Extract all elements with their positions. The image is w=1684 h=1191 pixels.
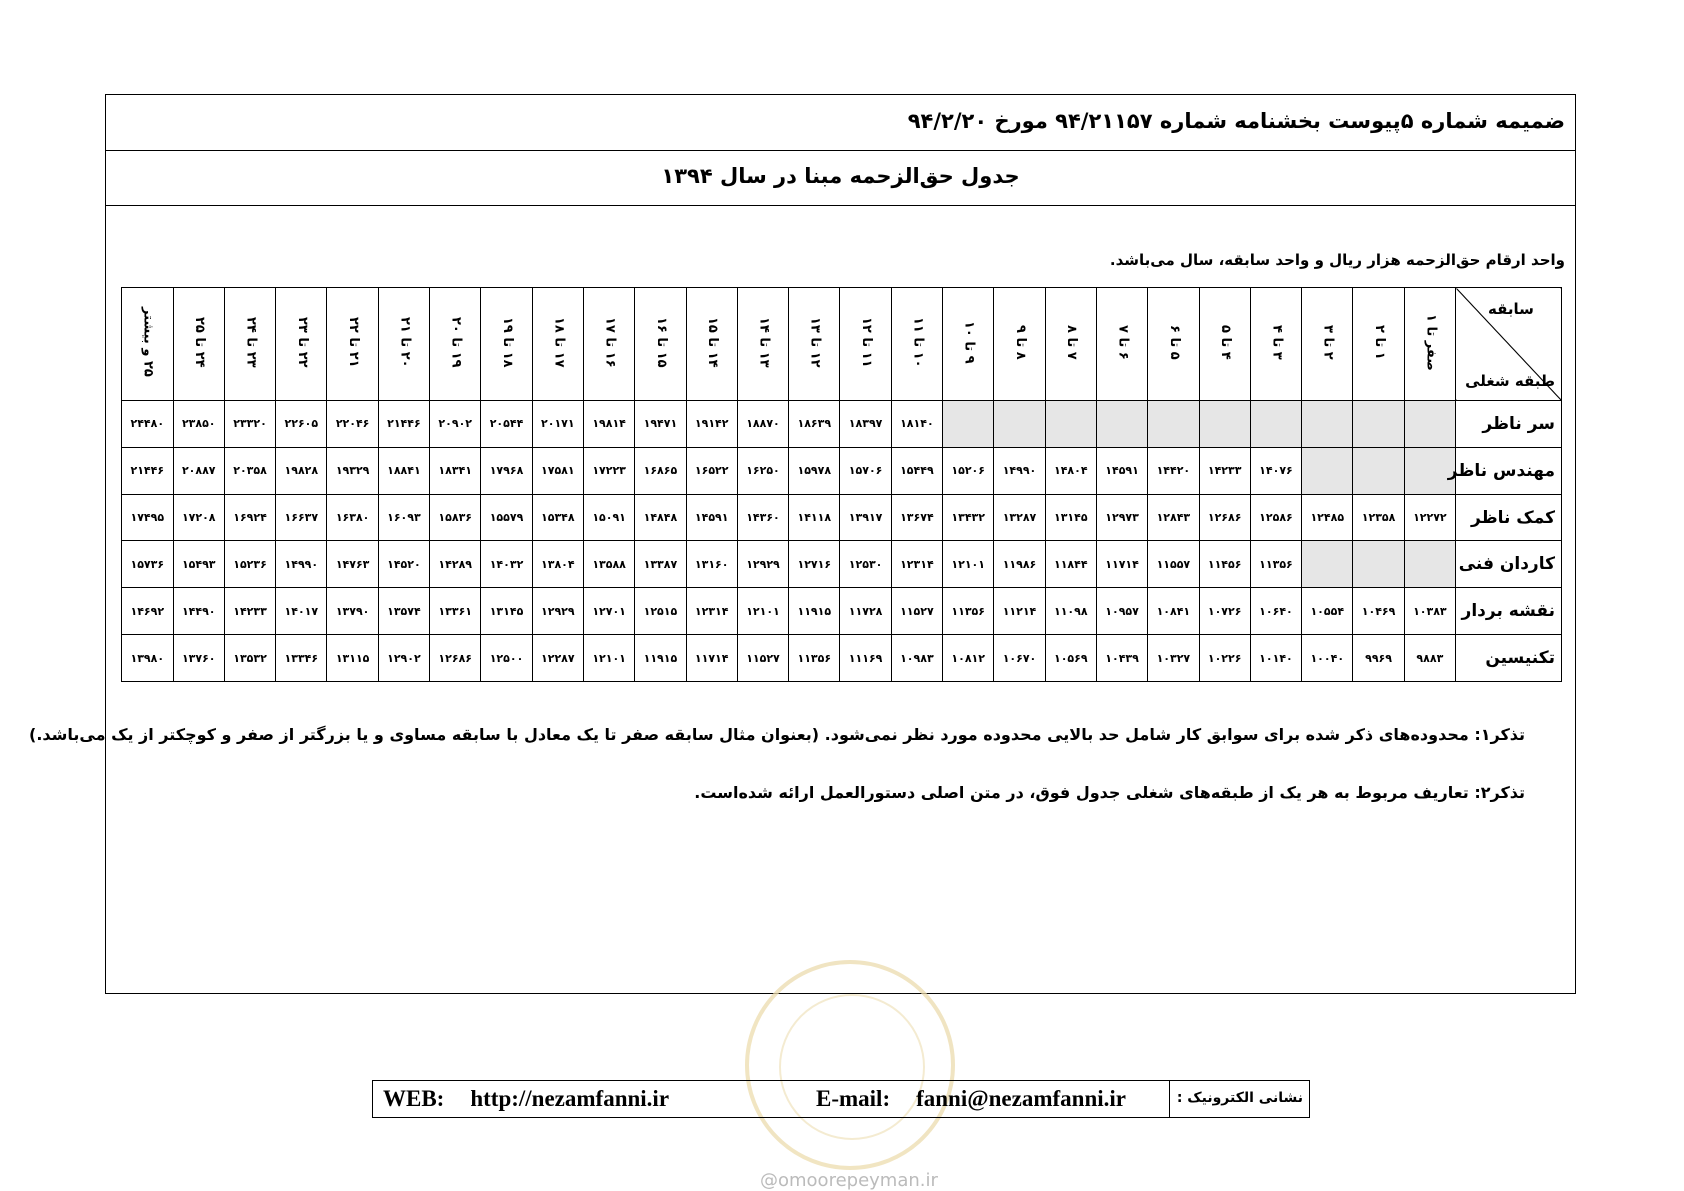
fee-value-cell: ۱۲۲۷۲ [1404,494,1455,541]
fee-value-cell: ۱۴۸۴۸ [635,494,686,541]
fee-value-cell: ۱۴۲۳۳ [224,588,275,635]
experience-range-label: ۲۵ و بیشتر [140,307,156,377]
fee-value-cell: ۱۲۴۸۵ [1302,494,1353,541]
experience-range-label: ۴ تا ۵ [1218,324,1234,360]
email-link[interactable]: fanni@nezamfanni.ir [916,1086,1126,1111]
fee-value-cell: ۱۳۸۰۴ [532,541,583,588]
fee-value-cell: ۱۴۰۳۲ [481,541,532,588]
fee-value-cell: ۱۴۵۹۱ [1096,447,1147,494]
fee-value-cell: ۲۴۴۸۰ [122,401,174,448]
fee-value-cell: ۱۳۵۳۲ [224,635,275,682]
fee-value-cell: ۱۲۵۰۰ [481,635,532,682]
fee-value-cell: ۱۵۲۰۶ [943,447,994,494]
experience-range-label: ۲ تا ۳ [1320,324,1336,360]
fee-value-cell: ۱۴۰۱۷ [276,588,327,635]
web-link[interactable]: http://nezamfanni.ir [470,1086,670,1111]
empty-cell [1302,541,1353,588]
empty-cell [1250,401,1301,448]
empty-cell [1353,401,1404,448]
table-row [122,588,1562,635]
fee-value-cell: ۱۴۹۹۰ [994,447,1045,494]
experience-range-header [891,288,942,401]
fee-value-cell: ۱۳۷۶۰ [173,635,224,682]
fee-value-cell: ۱۲۳۱۴ [891,541,942,588]
fee-value-cell: ۲۰۹۰۲ [430,401,481,448]
fee-value-cell: ۱۲۱۰۱ [737,588,788,635]
fee-value-cell: ۱۴۲۸۹ [430,541,481,588]
experience-range-label: ۲۰ تا ۲۱ [397,316,413,368]
experience-range-header [1404,288,1455,401]
fee-value-cell: ۱۵۹۷۸ [789,447,840,494]
table-row [122,494,1562,541]
fee-value-cell: ۱۳۳۴۶ [276,635,327,682]
fee-value-cell: ۱۵۳۴۸ [532,494,583,541]
fee-value-cell: ۱۱۳۵۶ [943,588,994,635]
watermark-text: @omoorepeyman.ir [760,1170,938,1191]
seal-watermark-icon [745,960,955,1170]
experience-range-header [840,288,891,401]
experience-range-label: ۱۴ تا ۱۵ [705,316,721,368]
fee-value-cell: ۱۵۴۴۹ [891,447,942,494]
fee-value-cell: ۱۳۴۳۲ [943,494,994,541]
unit-note: واحد ارقام حق‌الزحمه هزار ریال و واحد سابقه، سال می‌باشد. [1109,251,1565,269]
fee-value-cell: ۱۲۲۸۷ [532,635,583,682]
fee-value-cell: ۲۱۴۴۶ [122,447,174,494]
empty-cell [943,401,994,448]
fee-value-cell: ۲۲۰۴۶ [327,401,378,448]
fee-value-cell: ۱۷۴۹۵ [122,494,174,541]
note-1: تذکر۱: محدوده‌های ذکر شده برای سوابق کار شامل حد بالایی محدوده مورد نظر نمی‌شود. (بعنوان مثال سابقه صفر تا یک معادل با سابقه مساوی و یا بزرگتر از صفر و کوچکتر از یک می‌باشد.) [29,725,1525,744]
experience-range-header [430,288,481,401]
experience-range-header [378,288,429,401]
fee-value-cell: ۲۳۸۵۰ [173,401,224,448]
fee-value-cell: ۱۰۹۸۳ [891,635,942,682]
fee-value-cell: ۱۰۹۵۷ [1096,588,1147,635]
fee-value-cell: ۱۵۸۳۶ [430,494,481,541]
experience-range-label: صفر تا ۱ [1423,313,1439,371]
fee-value-cell: ۱۵۷۳۶ [122,541,174,588]
fee-value-cell: ۱۳۵۷۴ [378,588,429,635]
fee-value-cell: ۱۸۸۴۱ [378,447,429,494]
fee-value-cell: ۱۳۱۶۰ [686,541,737,588]
fee-value-cell: ۱۹۸۱۴ [583,401,634,448]
fee-value-cell: ۱۷۵۸۱ [532,447,583,494]
fee-value-cell: ۱۱۵۲۷ [737,635,788,682]
fee-value-cell: ۱۶۰۹۳ [378,494,429,541]
fee-value-cell: ۱۴۸۰۴ [1045,447,1096,494]
experience-range-header [122,288,174,401]
fee-value-cell: ۱۴۳۶۰ [737,494,788,541]
job-category-label: سر ناظر [1456,401,1562,448]
fee-value-cell: ۱۰۵۶۹ [1045,635,1096,682]
experience-range-label: ۱۶ تا ۱۷ [602,316,618,368]
fee-value-cell: ۱۲۹۲۹ [737,541,788,588]
fee-value-cell: ۱۳۵۸۸ [583,541,634,588]
fee-value-cell: ۱۰۶۷۰ [994,635,1045,682]
fee-value-cell: ۱۲۳۵۸ [1353,494,1404,541]
fee-value-cell: ۱۰۳۸۳ [1404,588,1455,635]
corner-cell [1456,288,1562,401]
empty-cell [1302,401,1353,448]
fee-value-cell: ۱۰۴۳۹ [1096,635,1147,682]
fee-value-cell: ۱۴۶۹۲ [122,588,174,635]
fee-value-cell: ۱۹۱۴۲ [686,401,737,448]
experience-range-header [276,288,327,401]
fee-value-cell: ۱۸۳۹۷ [840,401,891,448]
fee-value-cell: ۱۵۲۳۶ [224,541,275,588]
fee-value-cell: ۱۶۹۲۴ [224,494,275,541]
table-row [122,447,1562,494]
fee-value-cell: ۱۸۱۴۰ [891,401,942,448]
fee-value-cell: ۱۲۹۰۲ [378,635,429,682]
experience-range-header [635,288,686,401]
fee-value-cell: ۱۹۳۲۹ [327,447,378,494]
fee-value-cell: ۱۱۹۱۵ [635,635,686,682]
empty-cell [1353,541,1404,588]
fee-value-cell: ۱۱۹۸۶ [994,541,1045,588]
fee-value-cell: ۱۲۸۴۳ [1148,494,1199,541]
experience-range-label: ۲۱ تا ۲۲ [346,316,362,368]
table-title: جدول حق‌الزحمه مبنا در سال ۱۳۹۴ [106,150,1575,206]
fee-value-cell: ۱۲۹۲۹ [532,588,583,635]
experience-range-label: ۹ تا ۱۰ [961,320,977,364]
experience-range-header [686,288,737,401]
fee-value-cell: ۱۷۲۲۳ [583,447,634,494]
experience-range-header [173,288,224,401]
table-row [122,401,1562,448]
experience-range-label: ۱۲ تا ۱۳ [807,316,823,368]
experience-range-header [481,288,532,401]
empty-cell [1404,541,1455,588]
fee-value-cell: ۱۴۱۱۸ [789,494,840,541]
experience-range-header [789,288,840,401]
experience-range-header [1353,288,1404,401]
fee-value-cell: ۱۳۱۱۵ [327,635,378,682]
fee-value-cell: ۱۱۷۲۸ [840,588,891,635]
experience-range-label: ۲۴ تا ۲۵ [192,316,208,368]
fee-value-cell: ۲۰۳۵۸ [224,447,275,494]
empty-cell [1353,447,1404,494]
experience-range-label: ۱۷ تا ۱۸ [551,316,567,368]
fee-value-cell: ۱۳۶۷۴ [891,494,942,541]
experience-range-label: ۷ تا ۸ [1064,324,1080,360]
fee-value-cell: ۱۲۶۸۶ [430,635,481,682]
fee-value-cell: ۱۰۶۴۰ [1250,588,1301,635]
corner-experience-label: سابقه [1488,300,1534,318]
fee-value-cell: ۱۰۳۲۷ [1148,635,1199,682]
fee-value-cell: ۲۲۶۰۵ [276,401,327,448]
fee-value-cell: ۲۰۸۸۷ [173,447,224,494]
experience-range-label: ۲۲ تا ۲۳ [294,316,310,368]
experience-range-label: ۱۵ تا ۱۶ [653,316,669,368]
experience-range-label: ۱۹ تا ۲۰ [448,316,464,368]
job-category-label: مهندس ناظر [1456,447,1562,494]
experience-range-label: ۲۳ تا ۲۴ [243,316,259,368]
fee-value-cell: ۱۱۵۵۷ [1148,541,1199,588]
empty-cell [1302,447,1353,494]
fee-value-cell: ۱۲۵۸۶ [1250,494,1301,541]
experience-range-header [737,288,788,401]
fee-value-cell: ۱۲۶۸۶ [1199,494,1250,541]
table-row [122,541,1562,588]
experience-range-header [327,288,378,401]
experience-range-label: ۸ تا ۹ [1012,324,1028,360]
fee-value-cell: ۱۳۷۹۰ [327,588,378,635]
job-category-label: نقشه بردار [1456,588,1562,635]
fee-value-cell: ۱۰۸۱۲ [943,635,994,682]
fee-value-cell: ۱۰۸۴۱ [1148,588,1199,635]
experience-range-header [1096,288,1147,401]
fee-value-cell: ۱۶۳۸۰ [327,494,378,541]
experience-range-header [532,288,583,401]
fee-value-cell: ۱۱۴۵۶ [1199,541,1250,588]
fee-value-cell: ۱۴۴۲۰ [1148,447,1199,494]
job-category-label: کاردان فنی [1456,541,1562,588]
fee-value-cell: ۱۵۵۷۹ [481,494,532,541]
fee-value-cell: ۱۰۰۴۰ [1302,635,1353,682]
fee-value-cell: ۱۲۵۳۰ [840,541,891,588]
experience-range-header [224,288,275,401]
web-label: WEB: [383,1086,445,1111]
fee-value-cell: ۱۱۲۱۴ [994,588,1045,635]
table-header-row [122,288,1562,401]
empty-cell [1404,401,1455,448]
job-category-label: کمک ناظر [1456,494,1562,541]
fee-value-cell: ۱۱۵۲۷ [891,588,942,635]
fee-value-cell: ۱۹۸۲۸ [276,447,327,494]
empty-cell [994,401,1045,448]
experience-range-header [1250,288,1301,401]
fee-value-cell: ۱۱۰۹۸ [1045,588,1096,635]
fee-value-cell: ۱۲۷۰۱ [583,588,634,635]
fee-value-cell: ۱۱۷۱۴ [1096,541,1147,588]
fee-value-cell: ۹۸۸۳ [1404,635,1455,682]
fee-value-cell: ۱۵۷۰۶ [840,447,891,494]
document-title: ضمیمه شماره ۵پیوست بخشنامه شماره ۹۴/۲۱۱۵۷ مورخ ۹۴/۲/۲۰ [106,95,1575,151]
experience-range-header [1045,288,1096,401]
fee-value-cell: ۱۸۳۴۱ [430,447,481,494]
fee-value-cell: ۱۰۱۴۰ [1250,635,1301,682]
fee-value-cell: ۲۱۴۴۶ [378,401,429,448]
fee-value-cell: ۱۲۷۱۶ [789,541,840,588]
document-frame [29,94,1576,994]
experience-range-label: ۵ تا ۶ [1166,324,1182,360]
experience-range-label: ۱ تا ۲ [1372,324,1387,360]
experience-range-header [583,288,634,401]
job-category-label: تکنیسین [1456,635,1562,682]
fee-value-cell: ۱۷۹۶۸ [481,447,532,494]
fee-value-cell: ۱۶۵۲۲ [686,447,737,494]
fee-value-cell: ۹۹۶۹ [1353,635,1404,682]
fee-value-cell: ۱۳۳۶۱ [430,588,481,635]
fee-value-cell: ۱۱۱۶۹ [840,635,891,682]
experience-range-header [1148,288,1199,401]
fee-value-cell: ۱۴۵۲۰ [378,541,429,588]
fee-value-cell: ۱۰۵۵۴ [1302,588,1353,635]
fee-value-cell: ۱۲۹۷۳ [1096,494,1147,541]
fee-value-cell: ۱۹۴۷۱ [635,401,686,448]
fee-value-cell: ۲۰۵۴۴ [481,401,532,448]
fee-value-cell: ۱۳۹۸۰ [122,635,174,682]
experience-range-header [943,288,994,401]
fee-value-cell: ۱۰۷۲۶ [1199,588,1250,635]
footer-web [383,1086,669,1112]
empty-cell [1045,401,1096,448]
empty-cell [1148,401,1199,448]
fee-value-cell: ۱۳۲۸۷ [994,494,1045,541]
fee-value-cell: ۱۶۸۶۵ [635,447,686,494]
experience-range-label: ۱۳ تا ۱۴ [756,316,772,368]
experience-range-header [1302,288,1353,401]
footer-contact-box [372,1080,1310,1118]
fee-value-cell: ۱۸۶۳۹ [789,401,840,448]
experience-range-header [994,288,1045,401]
fee-value-cell: ۱۴۵۹۱ [686,494,737,541]
fee-value-cell: ۱۶۲۵۰ [737,447,788,494]
footer-email [816,1086,1126,1112]
fee-value-cell: ۱۰۴۶۹ [1353,588,1404,635]
experience-range-label: ۶ تا ۷ [1115,324,1131,360]
fee-table [121,287,1562,682]
fee-value-cell: ۱۱۳۵۶ [789,635,840,682]
empty-cell [1096,401,1147,448]
table-row [122,635,1562,682]
fee-value-cell: ۱۲۱۰۱ [583,635,634,682]
footer-divider [1169,1081,1170,1117]
fee-value-cell: ۱۱۹۱۵ [789,588,840,635]
fee-value-cell: ۱۲۱۰۱ [943,541,994,588]
experience-range-label: ۳ تا ۴ [1269,324,1285,360]
fee-value-cell: ۱۴۴۹۰ [173,588,224,635]
fee-value-cell: ۱۸۸۷۰ [737,401,788,448]
fee-value-cell: ۲۳۳۲۰ [224,401,275,448]
fee-value-cell: ۱۵۴۹۳ [173,541,224,588]
fee-value-cell: ۱۶۶۳۷ [276,494,327,541]
experience-range-label: ۱۰ تا ۱۱ [910,316,926,368]
fee-value-cell: ۱۴۰۷۶ [1250,447,1301,494]
experience-range-label: ۱۸ تا ۱۹ [499,316,515,368]
fee-value-cell: ۱۰۲۲۶ [1199,635,1250,682]
fee-value-cell: ۱۳۳۸۷ [635,541,686,588]
corner-category-label: طبقه شغلی [1465,372,1555,390]
fee-value-cell: ۱۳۱۴۵ [481,588,532,635]
fee-value-cell: ۱۳۹۱۷ [840,494,891,541]
fee-value-cell: ۱۳۱۴۵ [1045,494,1096,541]
note-2: تذکر۲: تعاریف مربوط به هر یک از طبقه‌های شغلی جدول فوق، در متن اصلی دستورالعمل ارائه شده‌است. [694,783,1525,802]
email-label: E-mail: [816,1086,891,1111]
fee-value-cell: ۱۷۲۰۸ [173,494,224,541]
experience-range-header [1199,288,1250,401]
fee-value-cell: ۱۲۳۱۴ [686,588,737,635]
fee-value-cell: ۱۴۲۳۳ [1199,447,1250,494]
experience-range-label: ۱۱ تا ۱۲ [859,316,875,368]
fee-value-cell: ۱۴۷۶۳ [327,541,378,588]
fee-value-cell: ۱۱۸۴۴ [1045,541,1096,588]
fee-value-cell: ۱۲۵۱۵ [635,588,686,635]
fee-value-cell: ۱۱۷۱۴ [686,635,737,682]
fee-value-cell: ۱۵۰۹۱ [583,494,634,541]
fee-value-cell: ۱۴۹۹۰ [276,541,327,588]
fee-value-cell: ۱۱۳۵۶ [1250,541,1301,588]
electronic-address-label: نشانی الکترونیک : [1176,1090,1303,1106]
empty-cell [1199,401,1250,448]
fee-value-cell: ۲۰۱۷۱ [532,401,583,448]
